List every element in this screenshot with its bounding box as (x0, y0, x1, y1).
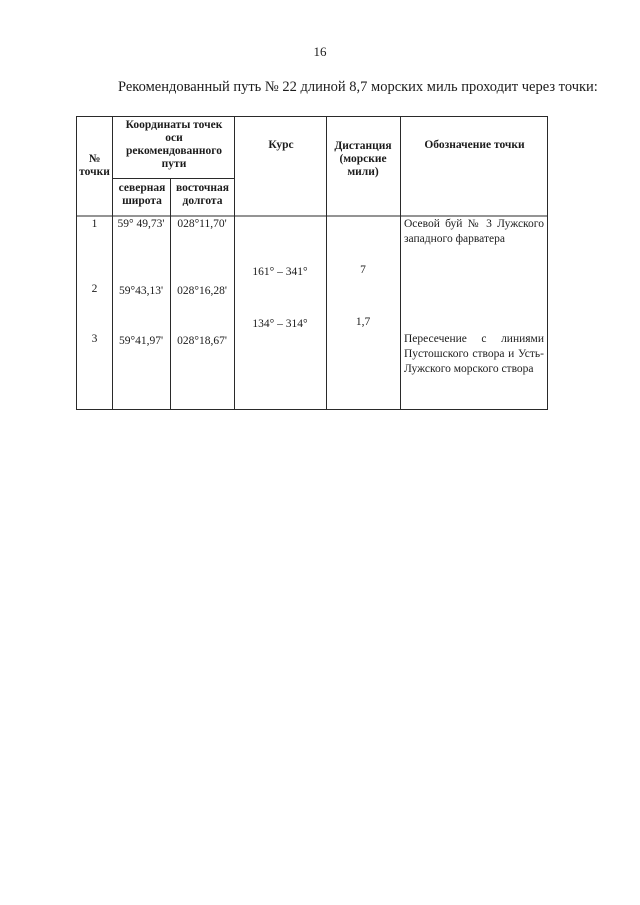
row3-lon: 028°18,67' (177, 335, 227, 347)
row2-no: 2 (91, 283, 98, 295)
page-number: 16 (313, 44, 327, 59)
row1-designation: Осевой буй № 3 Лужского западного фарватера (404, 218, 544, 245)
leg2-distance: 1,7 (355, 316, 371, 328)
header-point-no: № точки (79, 153, 110, 178)
leg1-course: 161° – 341° (252, 266, 308, 278)
header-distance: Дистанция (морские мили) (334, 140, 392, 178)
row3-designation: Пересечение с линиями Пустошского створа и Усть-Лужского морского створа (404, 333, 544, 375)
intro-text: Рекомендованный путь № 22 длиной 8,7 морских миль проходит через точки: (118, 79, 598, 95)
header-designation: Обозначение точки (424, 139, 525, 151)
route-table (76, 116, 548, 410)
leg2-course: 134° – 314° (252, 318, 308, 330)
row2-lat: 59°43,13' (118, 285, 164, 297)
header-north-latitude: северная широта (118, 182, 166, 207)
row1-lon: 028°11,70' (177, 218, 227, 230)
header-course: Курс (268, 139, 294, 151)
leg1-distance: 7 (360, 264, 366, 276)
row1-lat: 59° 49,73' (117, 218, 165, 230)
row2-lon: 028°16,28' (177, 285, 227, 297)
row3-no: 3 (91, 333, 98, 345)
row3-lat: 59°41,97' (118, 335, 164, 347)
header-east-longitude: восточная долгота (175, 182, 230, 207)
row1-no: 1 (91, 218, 98, 230)
header-coordinates: Координаты точек оси рекомендованного пути (125, 119, 223, 170)
